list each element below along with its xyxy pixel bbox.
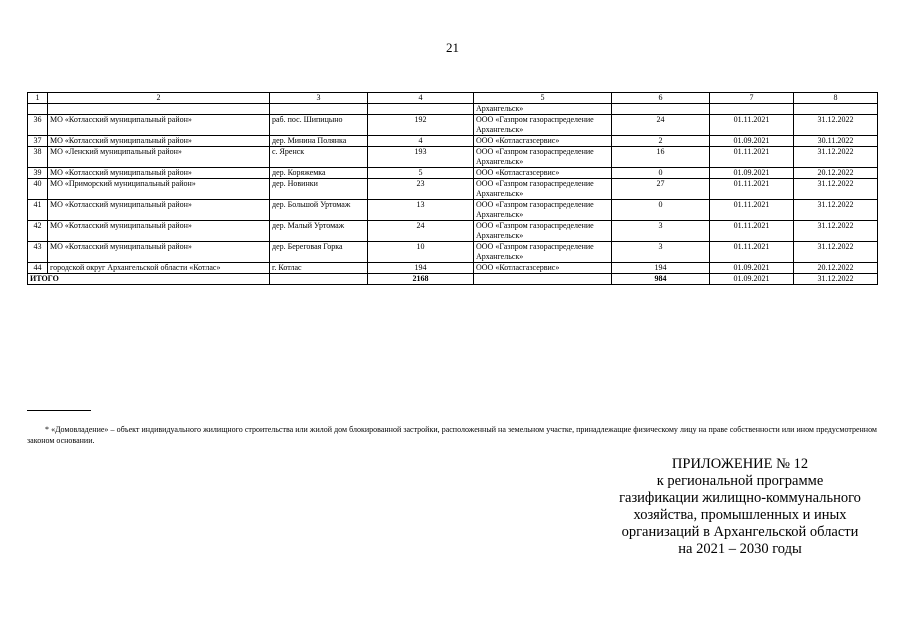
column-header: 8 [794,93,878,104]
table-cell: МО «Котласский муниципальный район» [48,115,270,136]
table-cell: МО «Котласский муниципальный район» [48,221,270,242]
table-cell [270,104,368,115]
table-cell: ООО «Котласгазсервис» [474,168,612,179]
table-row [28,242,878,263]
table-cell: МО «Котласский муниципальный район» [48,168,270,179]
table-cell: 39 [28,168,48,179]
appendix-line: хозяйства, промышленных и иных [633,507,847,523]
appendix-heading [560,456,905,558]
total-label: ИТОГО [28,274,270,285]
table-cell: 01.11.2021 [710,200,794,221]
table-cell: 01.11.2021 [710,115,794,136]
column-header: 6 [612,93,710,104]
table-cell: 43 [28,242,48,263]
table-row [28,168,878,179]
table-cell: МО «Котласский муниципальный район» [48,136,270,147]
table-cell: 194 [368,263,474,274]
page-number: 21 [446,40,459,55]
table-cell: МО «Приморский муниципальный район» [48,179,270,200]
appendix-line: к региональной программе [656,473,824,489]
table-cell: дер. Новинки [270,179,368,200]
total-cell: 984 [612,274,710,285]
table-cell: 20.12.2022 [794,263,878,274]
total-cell: 31.12.2022 [794,274,878,285]
table-cell: с. Яренск [270,147,368,168]
table-cell [710,104,794,115]
table-row [28,221,878,242]
table-cell: ООО «Газпром газораспределение Архангельск» [474,221,612,242]
table-cell: 10 [368,242,474,263]
table-cell: ООО «Газпром газораспределение Архангельск» [474,147,612,168]
footnote: * «Домовладение» – объект индивидуального жилищного строительства или жилой дом блокированной застройки, расположенный на земельном участке, принадлежащие физическому лицу на праве собственности или ином предусмотренном законом основании. [27,425,877,445]
table-cell: 0 [612,168,710,179]
table-cell: 2 [612,136,710,147]
table-cell: 30.11.2022 [794,136,878,147]
column-header: 5 [474,93,612,104]
gasification-table [27,92,878,285]
table-row [28,179,878,200]
footnote-rule [27,410,91,411]
table-row [28,136,878,147]
table-header-row [28,93,878,104]
table-cell: 24 [612,115,710,136]
table-cell: раб. пос. Шипицыно [270,115,368,136]
table-cell [28,104,48,115]
appendix-line: на 2021 – 2030 годы [678,541,802,557]
table-cell: дер. Большой Уртомаж [270,200,368,221]
table-row [28,263,878,274]
table-cell: Архангельск» [474,104,612,115]
table-cell: 01.11.2021 [710,147,794,168]
table-cell: 01.11.2021 [710,221,794,242]
appendix-line: организаций в Архангельской области [621,524,859,540]
appendix-line: газификации жилищно-коммунального [619,490,861,506]
table-cell: дер. Береговая Горка [270,242,368,263]
table-cell: 3 [612,221,710,242]
table-cell: 38 [28,147,48,168]
table-row [28,115,878,136]
table-cell: 31.12.2022 [794,147,878,168]
table-cell: 36 [28,115,48,136]
table-cell: 31.12.2022 [794,115,878,136]
total-cell: 01.09.2021 [710,274,794,285]
total-cell [474,274,612,285]
table-body [28,93,878,285]
total-cell: 2168 [368,274,474,285]
column-header: 3 [270,93,368,104]
appendix-line: ПРИЛОЖЕНИЕ № 12 [671,456,809,472]
table-cell: городской округ Архангельской области «Котлас» [48,263,270,274]
table-row [28,200,878,221]
table-cell: 41 [28,200,48,221]
table-cell: МО «Котласский муниципальный район» [48,200,270,221]
table-row [28,104,878,115]
table-cell: МО «Котласский муниципальный район» [48,242,270,263]
column-header: 2 [48,93,270,104]
table-cell: дер. Малый Уртомаж [270,221,368,242]
table-cell: ООО «Котласгазсервис» [474,136,612,147]
table-cell: 44 [28,263,48,274]
total-cell [270,274,368,285]
table-cell: 192 [368,115,474,136]
table-cell: 01.09.2021 [710,136,794,147]
table-cell: 16 [612,147,710,168]
table-cell: 23 [368,179,474,200]
table-cell: дер. Минина Полянка [270,136,368,147]
table-total-row [28,274,878,285]
table-cell: дер. Коряжемка [270,168,368,179]
table-cell: 24 [368,221,474,242]
table-cell: 31.12.2022 [794,221,878,242]
table-cell [48,104,270,115]
table-cell: 3 [612,242,710,263]
column-header: 7 [710,93,794,104]
table-cell: 0 [612,200,710,221]
table-cell: г. Котлас [270,263,368,274]
table-cell: ООО «Газпром газораспределение Архангельск» [474,179,612,200]
table-cell: 42 [28,221,48,242]
table-cell: 01.11.2021 [710,242,794,263]
table-cell: 20.12.2022 [794,168,878,179]
table-cell [794,104,878,115]
table-cell: 13 [368,200,474,221]
table-cell [612,104,710,115]
table-cell [368,104,474,115]
table-cell: 01.11.2021 [710,179,794,200]
table-cell: 31.12.2022 [794,179,878,200]
table-cell: ООО «Газпром газораспределение Архангельск» [474,115,612,136]
table-cell: 31.12.2022 [794,200,878,221]
table-cell: 193 [368,147,474,168]
table-cell: 27 [612,179,710,200]
table-cell: 01.09.2021 [710,263,794,274]
column-header: 1 [28,93,48,104]
column-header: 4 [368,93,474,104]
table-row [28,147,878,168]
table-cell: 31.12.2022 [794,242,878,263]
table-cell: 40 [28,179,48,200]
table-cell: 4 [368,136,474,147]
table-cell: 194 [612,263,710,274]
table-cell: ООО «Газпром газораспределение Архангельск» [474,242,612,263]
table-cell: ООО «Котласгазсервис» [474,263,612,274]
table-cell: 01.09.2021 [710,168,794,179]
table-cell: ООО «Газпром газораспределение Архангельск» [474,200,612,221]
table-cell: 37 [28,136,48,147]
table-cell: МО «Ленский муниципальный район» [48,147,270,168]
table-cell: 5 [368,168,474,179]
